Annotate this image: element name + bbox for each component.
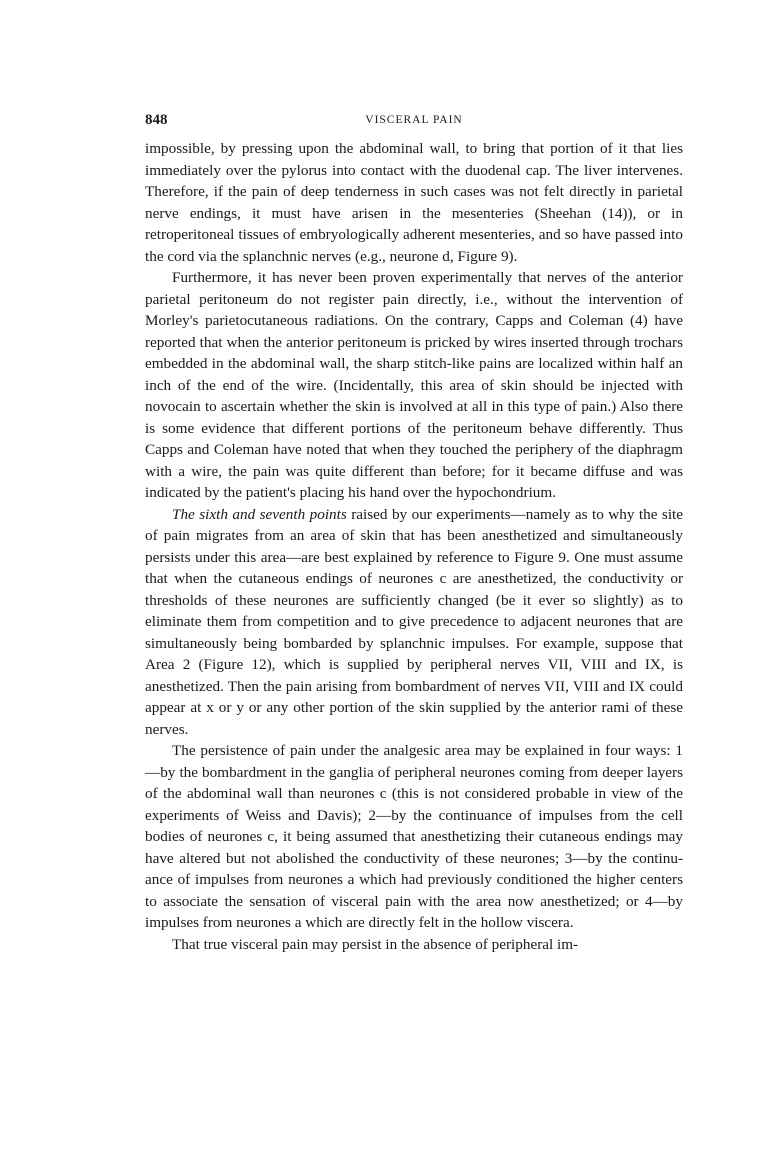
document-page: [145, 112, 683, 955]
paragraph-5: That true visceral pain may persist in the absence of peripheral im-: [172, 935, 579, 953]
paragraph-1: impossible, by pressing upon the abdominal wall, to bring that portion of it that lies immediately over the pylorus into contact with the duodenal cap. The liver intervenes. Therefore, if the pain of deep tenderness in such cases was not felt directly in parietal nerve endings, it must have arisen in the mesenteries (Sheehan (14)), or in retroperitoneal tissues of embryologically adherent mesenteries, and so have passed into the cord via the splanchnic nerves (e.g., neurone d, Figure 9).: [145, 140, 683, 265]
page-header: [145, 112, 683, 134]
paragraph-3: [145, 504, 683, 741]
paragraph-3-lead: The sixth and seventh points: [172, 505, 347, 523]
paragraph-4: The persistence of pain under the analgesic area may be explained in four ways: 1—by the bombardment in the ganglia of peripheral neurones coming from deeper layers of the abdominal wall than neurones c (this is not considered probable in view of the experiments of Weiss and Davis); 2—by the continuance of impulses from the cell bodies of neurones c, it being assumed that anesthetizing their cutaneous endings may have altered but not abolished the conductivity of these neurones; 3—by the continuance of impulses from neurones a which had previously conditioned the higher centers to associate the sensation of visceral pain with the area now anesthetized; or 4—by impulses from neurones a which are directly felt in the hollow viscera.: [145, 742, 683, 931]
page-number: 848: [145, 112, 168, 128]
paragraph-2: Furthermore, it has never been proven experimentally that nerves of the anterior parietal peritoneum do not register pain directly, i.e., without the intervention of Morley's parietocutaneous radiations. On the contrary, Capps and Coleman (4) have reported that when the anterior peritoneum is pricked by wires inserted through trochars embedded in the abdominal wall, the sharp stitch-like pains are localized within half an inch of the end of the wire. (Incidentally, this area of skin should be injected with novocain to ascertain whether the skin is involved at all in this type of pain.) Also there is some evidence that different portions of the peritoneum behave differently. Thus Capps and Coleman have noted that when they touched the periphery of the diaphragm with a wire, the pain was quite different than before; for it became diffuse and was indicated by the patient's placing his hand over the hypochondrium.: [145, 269, 683, 501]
paragraph-3-body: raised by our experiments—namely as to why the site of pain migrates from an area of skin that has been anesthetized and simultaneously persists under this area—are best explained by reference to Figure 9. One must assume that when the cutaneous endings of neurones c are anesthetized, the conductivity or thresholds of these neurones are sufficiently changed (be it ever so slightly) as to eliminate them from competition and to give precedence to adjacent neurones that are simultaneously being bombarded by splanchnic impulses. For example, suppose that Area 2 (Figure 12), which is supplied by peripheral nerves VII, VIII and IX, is anesthetized. Then the pain arising from bombardment of nerves VII, VIII and IX could appear at x or y or any other portion of the skin supplied by the anterior rami of these nerves.: [145, 505, 683, 738]
running-head: VISCERAL PAIN: [365, 114, 463, 126]
